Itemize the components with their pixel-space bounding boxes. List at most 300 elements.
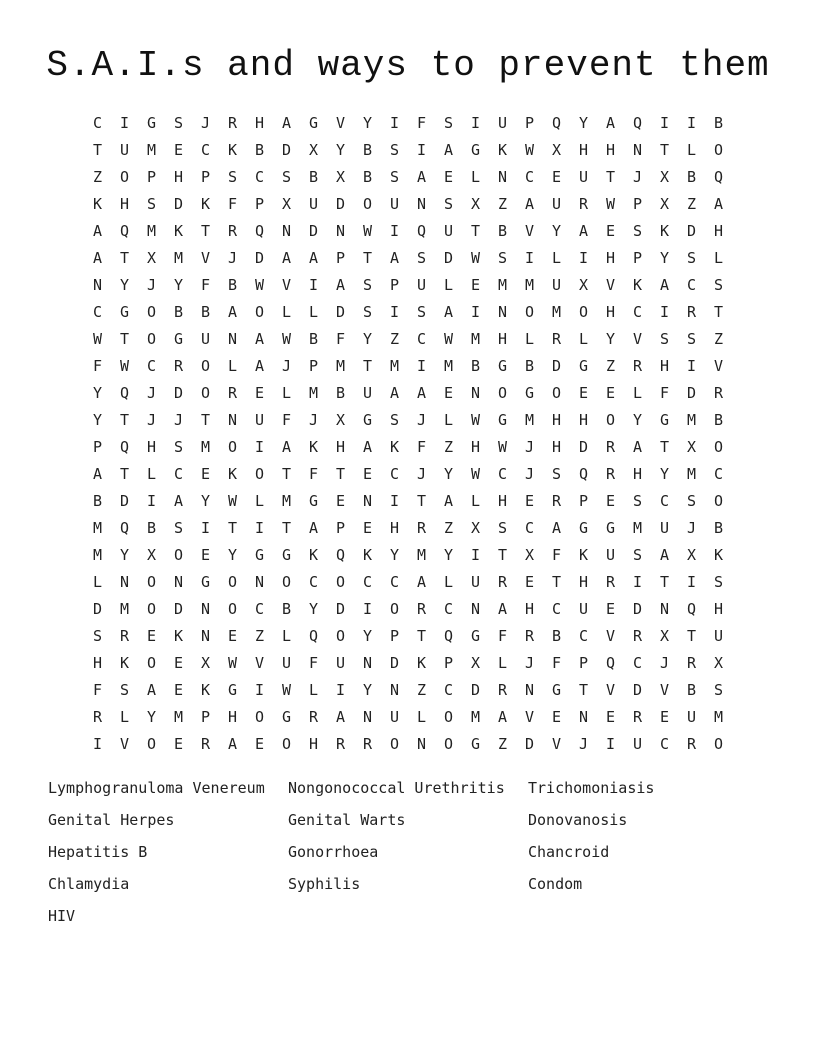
grid-letter[interactable]: D <box>578 438 589 456</box>
grid-letter[interactable]: M <box>92 546 103 564</box>
grid-letter[interactable]: O <box>335 573 346 591</box>
grid-letter[interactable]: X <box>200 654 211 672</box>
grid-letter[interactable]: Q <box>713 168 724 186</box>
grid-letter[interactable]: X <box>686 438 697 456</box>
grid-letter[interactable]: Q <box>416 222 427 240</box>
grid-letter[interactable]: O <box>173 546 184 564</box>
grid-letter[interactable]: I <box>308 276 319 294</box>
grid-letter[interactable]: C <box>551 600 562 618</box>
grid-letter[interactable]: K <box>227 141 238 159</box>
grid-letter[interactable]: G <box>497 357 508 375</box>
grid-letter[interactable]: C <box>524 519 535 537</box>
grid-letter[interactable]: X <box>578 276 589 294</box>
grid-letter[interactable]: P <box>389 276 400 294</box>
grid-letter[interactable]: J <box>524 438 535 456</box>
grid-letter[interactable]: D <box>173 600 184 618</box>
grid-letter[interactable]: A <box>254 357 265 375</box>
grid-letter[interactable]: O <box>497 384 508 402</box>
grid-letter[interactable]: E <box>551 168 562 186</box>
grid-letter[interactable]: M <box>686 411 697 429</box>
grid-letter[interactable]: W <box>524 141 535 159</box>
grid-letter[interactable]: T <box>416 627 427 645</box>
grid-letter[interactable]: O <box>443 735 454 753</box>
grid-letter[interactable]: E <box>605 492 616 510</box>
grid-letter[interactable]: X <box>713 654 724 672</box>
grid-letter[interactable]: G <box>281 546 292 564</box>
grid-letter[interactable]: G <box>470 735 481 753</box>
grid-letter[interactable]: T <box>362 249 373 267</box>
grid-letter[interactable]: K <box>200 195 211 213</box>
grid-letter[interactable]: T <box>686 627 697 645</box>
grid-letter[interactable]: I <box>416 141 427 159</box>
grid-letter[interactable]: U <box>713 627 724 645</box>
grid-letter[interactable]: S <box>362 303 373 321</box>
grid-letter[interactable]: P <box>443 654 454 672</box>
grid-letter[interactable]: B <box>92 492 103 510</box>
grid-letter[interactable]: P <box>578 654 589 672</box>
grid-letter[interactable]: A <box>362 438 373 456</box>
grid-letter[interactable]: J <box>416 411 427 429</box>
grid-letter[interactable]: J <box>200 114 211 132</box>
grid-letter[interactable]: A <box>578 222 589 240</box>
grid-letter[interactable]: D <box>119 492 130 510</box>
grid-letter[interactable]: N <box>281 222 292 240</box>
grid-letter[interactable]: O <box>389 600 400 618</box>
grid-letter[interactable]: E <box>173 654 184 672</box>
grid-letter[interactable]: K <box>119 654 130 672</box>
grid-letter[interactable]: O <box>281 573 292 591</box>
grid-letter[interactable]: S <box>686 249 697 267</box>
grid-letter[interactable]: H <box>605 303 616 321</box>
grid-letter[interactable]: S <box>632 546 643 564</box>
grid-letter[interactable]: C <box>659 492 670 510</box>
grid-letter[interactable]: K <box>200 681 211 699</box>
grid-letter[interactable]: R <box>416 600 427 618</box>
grid-letter[interactable]: I <box>389 114 400 132</box>
grid-letter[interactable]: E <box>173 735 184 753</box>
grid-letter[interactable]: H <box>605 141 616 159</box>
grid-letter[interactable]: Z <box>416 681 427 699</box>
grid-letter[interactable]: A <box>308 249 319 267</box>
grid-letter[interactable]: V <box>551 735 562 753</box>
grid-letter[interactable]: E <box>335 492 346 510</box>
grid-letter[interactable]: L <box>443 573 454 591</box>
grid-letter[interactable]: H <box>605 249 616 267</box>
grid-letter[interactable]: X <box>524 546 535 564</box>
grid-letter[interactable]: U <box>551 276 562 294</box>
grid-letter[interactable]: R <box>686 735 697 753</box>
grid-letter[interactable]: L <box>470 492 481 510</box>
grid-letter[interactable]: O <box>713 141 724 159</box>
grid-letter[interactable]: E <box>551 708 562 726</box>
grid-letter[interactable]: X <box>470 195 481 213</box>
grid-letter[interactable]: A <box>281 249 292 267</box>
grid-letter[interactable]: M <box>200 438 211 456</box>
grid-letter[interactable]: N <box>632 141 643 159</box>
grid-letter[interactable]: T <box>119 411 130 429</box>
grid-letter[interactable]: L <box>254 492 265 510</box>
grid-letter[interactable]: K <box>92 195 103 213</box>
grid-letter[interactable]: C <box>443 681 454 699</box>
grid-letter[interactable]: U <box>551 195 562 213</box>
grid-letter[interactable]: Y <box>659 249 670 267</box>
grid-letter[interactable]: R <box>497 681 508 699</box>
grid-letter[interactable]: L <box>416 708 427 726</box>
grid-letter[interactable]: V <box>659 681 670 699</box>
grid-letter[interactable]: T <box>200 222 211 240</box>
grid-letter[interactable]: R <box>227 114 238 132</box>
grid-letter[interactable]: T <box>659 438 670 456</box>
grid-letter[interactable]: D <box>632 681 643 699</box>
grid-letter[interactable]: L <box>497 654 508 672</box>
grid-letter[interactable]: K <box>497 141 508 159</box>
grid-letter[interactable]: B <box>686 681 697 699</box>
grid-letter[interactable]: F <box>281 411 292 429</box>
grid-letter[interactable]: Z <box>605 357 616 375</box>
grid-letter[interactable]: P <box>524 114 535 132</box>
grid-letter[interactable]: H <box>173 168 184 186</box>
grid-letter[interactable]: K <box>389 438 400 456</box>
grid-letter[interactable]: G <box>119 303 130 321</box>
grid-letter[interactable]: W <box>470 465 481 483</box>
grid-letter[interactable]: C <box>659 735 670 753</box>
grid-letter[interactable]: R <box>416 519 427 537</box>
grid-letter[interactable]: L <box>443 276 454 294</box>
grid-letter[interactable]: M <box>551 303 562 321</box>
grid-letter[interactable]: L <box>713 249 724 267</box>
grid-letter[interactable]: Y <box>119 546 130 564</box>
grid-letter[interactable]: G <box>362 411 373 429</box>
grid-letter[interactable]: C <box>92 303 103 321</box>
grid-letter[interactable]: R <box>686 654 697 672</box>
grid-letter[interactable]: U <box>335 654 346 672</box>
grid-letter[interactable]: M <box>119 600 130 618</box>
grid-letter[interactable]: F <box>416 438 427 456</box>
grid-letter[interactable]: Z <box>713 330 724 348</box>
grid-letter[interactable]: P <box>335 249 346 267</box>
grid-letter[interactable]: J <box>524 465 535 483</box>
grid-letter[interactable]: A <box>497 600 508 618</box>
grid-letter[interactable]: I <box>659 114 670 132</box>
grid-letter[interactable]: M <box>470 330 481 348</box>
grid-letter[interactable]: E <box>524 573 535 591</box>
grid-letter[interactable]: X <box>659 168 670 186</box>
grid-letter[interactable]: U <box>362 384 373 402</box>
grid-letter[interactable]: O <box>713 438 724 456</box>
grid-letter[interactable]: D <box>632 600 643 618</box>
grid-letter[interactable]: Y <box>443 465 454 483</box>
grid-letter[interactable]: R <box>200 735 211 753</box>
grid-letter[interactable]: Y <box>200 492 211 510</box>
grid-letter[interactable]: B <box>254 141 265 159</box>
grid-letter[interactable]: J <box>146 276 157 294</box>
grid-letter[interactable]: U <box>119 141 130 159</box>
grid-letter[interactable]: L <box>308 303 319 321</box>
grid-letter[interactable]: Y <box>308 600 319 618</box>
grid-letter[interactable]: C <box>92 114 103 132</box>
grid-letter[interactable]: A <box>308 519 319 537</box>
grid-letter[interactable]: S <box>416 249 427 267</box>
grid-letter[interactable]: K <box>578 546 589 564</box>
grid-letter[interactable]: B <box>713 114 724 132</box>
grid-letter[interactable]: N <box>119 573 130 591</box>
grid-letter[interactable]: J <box>416 465 427 483</box>
grid-letter[interactable]: C <box>686 276 697 294</box>
grid-letter[interactable]: N <box>254 573 265 591</box>
grid-letter[interactable]: K <box>632 276 643 294</box>
grid-letter[interactable]: O <box>146 600 157 618</box>
grid-letter[interactable]: M <box>146 141 157 159</box>
grid-letter[interactable]: O <box>146 330 157 348</box>
grid-letter[interactable]: O <box>254 708 265 726</box>
grid-letter[interactable]: X <box>335 168 346 186</box>
grid-letter[interactable]: H <box>632 465 643 483</box>
grid-letter[interactable]: O <box>254 303 265 321</box>
grid-letter[interactable]: V <box>524 222 535 240</box>
grid-letter[interactable]: T <box>281 519 292 537</box>
grid-letter[interactable]: O <box>578 303 589 321</box>
grid-letter[interactable]: N <box>659 600 670 618</box>
grid-letter[interactable]: G <box>173 330 184 348</box>
grid-letter[interactable]: S <box>173 114 184 132</box>
grid-letter[interactable]: U <box>632 735 643 753</box>
grid-letter[interactable]: N <box>389 681 400 699</box>
grid-letter[interactable]: O <box>443 708 454 726</box>
grid-letter[interactable]: U <box>443 222 454 240</box>
grid-letter[interactable]: R <box>524 627 535 645</box>
grid-letter[interactable]: Q <box>605 654 616 672</box>
grid-letter[interactable]: G <box>605 519 616 537</box>
grid-letter[interactable]: X <box>659 627 670 645</box>
grid-letter[interactable]: V <box>119 735 130 753</box>
grid-letter[interactable]: Y <box>92 411 103 429</box>
grid-letter[interactable]: P <box>578 492 589 510</box>
grid-letter[interactable]: S <box>497 519 508 537</box>
grid-letter[interactable]: O <box>335 627 346 645</box>
grid-letter[interactable]: H <box>497 330 508 348</box>
grid-letter[interactable]: N <box>92 276 103 294</box>
grid-letter[interactable]: R <box>605 438 616 456</box>
grid-letter[interactable]: E <box>524 492 535 510</box>
grid-letter[interactable]: O <box>227 600 238 618</box>
grid-letter[interactable]: R <box>92 708 103 726</box>
grid-letter[interactable]: G <box>659 411 670 429</box>
grid-letter[interactable]: S <box>227 168 238 186</box>
grid-letter[interactable]: A <box>443 492 454 510</box>
grid-letter[interactable]: V <box>632 330 643 348</box>
grid-letter[interactable]: O <box>713 492 724 510</box>
grid-letter[interactable]: P <box>92 438 103 456</box>
grid-letter[interactable]: R <box>227 384 238 402</box>
grid-letter[interactable]: T <box>92 141 103 159</box>
grid-letter[interactable]: I <box>119 114 130 132</box>
grid-letter[interactable]: X <box>470 654 481 672</box>
grid-letter[interactable]: T <box>281 465 292 483</box>
grid-letter[interactable]: H <box>119 195 130 213</box>
grid-letter[interactable]: T <box>119 465 130 483</box>
grid-letter[interactable]: B <box>227 276 238 294</box>
grid-letter[interactable]: W <box>470 249 481 267</box>
grid-letter[interactable]: H <box>92 654 103 672</box>
grid-letter[interactable]: F <box>308 465 319 483</box>
grid-letter[interactable]: W <box>227 492 238 510</box>
grid-letter[interactable]: A <box>92 465 103 483</box>
grid-letter[interactable]: A <box>92 222 103 240</box>
grid-letter[interactable]: J <box>308 411 319 429</box>
grid-letter[interactable]: D <box>335 195 346 213</box>
grid-letter[interactable]: H <box>713 222 724 240</box>
grid-letter[interactable]: N <box>416 195 427 213</box>
grid-letter[interactable]: A <box>281 114 292 132</box>
grid-letter[interactable]: P <box>308 357 319 375</box>
grid-letter[interactable]: W <box>281 681 292 699</box>
grid-letter[interactable]: H <box>659 357 670 375</box>
grid-letter[interactable]: C <box>632 654 643 672</box>
grid-letter[interactable]: K <box>308 546 319 564</box>
grid-letter[interactable]: B <box>713 411 724 429</box>
grid-letter[interactable]: I <box>686 357 697 375</box>
grid-letter[interactable]: Y <box>227 546 238 564</box>
grid-letter[interactable]: A <box>605 114 616 132</box>
grid-letter[interactable]: N <box>497 303 508 321</box>
grid-letter[interactable]: Z <box>443 438 454 456</box>
grid-letter[interactable]: N <box>362 654 373 672</box>
grid-letter[interactable]: M <box>632 519 643 537</box>
grid-letter[interactable]: A <box>497 708 508 726</box>
grid-letter[interactable]: E <box>578 384 589 402</box>
grid-letter[interactable]: P <box>335 519 346 537</box>
grid-letter[interactable]: C <box>173 465 184 483</box>
grid-letter[interactable]: O <box>146 735 157 753</box>
grid-letter[interactable]: Q <box>119 222 130 240</box>
grid-letter[interactable]: F <box>227 195 238 213</box>
grid-letter[interactable]: C <box>578 627 589 645</box>
grid-letter[interactable]: Y <box>362 114 373 132</box>
grid-letter[interactable]: Q <box>551 114 562 132</box>
grid-letter[interactable]: V <box>335 114 346 132</box>
grid-letter[interactable]: Y <box>443 546 454 564</box>
grid-letter[interactable]: S <box>713 573 724 591</box>
grid-letter[interactable]: I <box>254 438 265 456</box>
grid-letter[interactable]: M <box>470 708 481 726</box>
grid-letter[interactable]: O <box>713 735 724 753</box>
grid-letter[interactable]: G <box>146 114 157 132</box>
grid-letter[interactable]: R <box>173 357 184 375</box>
grid-letter[interactable]: V <box>605 681 616 699</box>
grid-letter[interactable]: H <box>308 735 319 753</box>
grid-letter[interactable]: I <box>92 735 103 753</box>
grid-letter[interactable]: P <box>200 708 211 726</box>
grid-letter[interactable]: N <box>578 708 589 726</box>
grid-letter[interactable]: S <box>713 276 724 294</box>
grid-letter[interactable]: A <box>281 438 292 456</box>
grid-letter[interactable]: T <box>227 519 238 537</box>
grid-letter[interactable]: U <box>416 276 427 294</box>
grid-letter[interactable]: Y <box>605 330 616 348</box>
grid-letter[interactable]: S <box>659 330 670 348</box>
grid-letter[interactable]: O <box>146 654 157 672</box>
grid-letter[interactable]: J <box>227 249 238 267</box>
grid-letter[interactable]: A <box>443 141 454 159</box>
grid-letter[interactable]: K <box>308 438 319 456</box>
grid-letter[interactable]: I <box>362 600 373 618</box>
grid-letter[interactable]: G <box>551 681 562 699</box>
grid-letter[interactable]: J <box>632 168 643 186</box>
grid-letter[interactable]: A <box>632 438 643 456</box>
grid-letter[interactable]: T <box>713 303 724 321</box>
grid-letter[interactable]: U <box>389 708 400 726</box>
grid-letter[interactable]: E <box>146 627 157 645</box>
grid-letter[interactable]: A <box>335 276 346 294</box>
grid-letter[interactable]: O <box>281 735 292 753</box>
grid-letter[interactable]: Z <box>497 735 508 753</box>
grid-letter[interactable]: G <box>470 141 481 159</box>
grid-letter[interactable]: I <box>389 492 400 510</box>
grid-letter[interactable]: O <box>551 384 562 402</box>
grid-letter[interactable]: K <box>713 546 724 564</box>
grid-letter[interactable]: H <box>578 141 589 159</box>
grid-letter[interactable]: L <box>470 168 481 186</box>
grid-letter[interactable]: H <box>254 114 265 132</box>
grid-letter[interactable]: S <box>92 627 103 645</box>
grid-letter[interactable]: E <box>443 168 454 186</box>
grid-letter[interactable]: S <box>443 114 454 132</box>
grid-letter[interactable]: A <box>146 681 157 699</box>
grid-letter[interactable]: S <box>173 519 184 537</box>
grid-letter[interactable]: B <box>200 303 211 321</box>
grid-letter[interactable]: V <box>200 249 211 267</box>
grid-letter[interactable]: H <box>524 600 535 618</box>
grid-letter[interactable]: G <box>578 357 589 375</box>
grid-letter[interactable]: B <box>362 168 373 186</box>
grid-letter[interactable]: X <box>335 411 346 429</box>
grid-letter[interactable]: F <box>416 114 427 132</box>
grid-letter[interactable]: I <box>686 114 697 132</box>
grid-letter[interactable]: U <box>470 573 481 591</box>
grid-letter[interactable]: V <box>605 627 616 645</box>
grid-letter[interactable]: B <box>362 141 373 159</box>
grid-letter[interactable]: W <box>119 357 130 375</box>
grid-letter[interactable]: M <box>524 411 535 429</box>
grid-letter[interactable]: A <box>389 249 400 267</box>
grid-letter[interactable]: D <box>308 222 319 240</box>
grid-letter[interactable]: X <box>281 195 292 213</box>
grid-letter[interactable]: P <box>632 195 643 213</box>
grid-letter[interactable]: Q <box>443 627 454 645</box>
grid-letter[interactable]: W <box>470 411 481 429</box>
grid-letter[interactable]: M <box>686 465 697 483</box>
grid-letter[interactable]: N <box>470 384 481 402</box>
grid-letter[interactable]: W <box>227 654 238 672</box>
grid-letter[interactable]: B <box>308 168 319 186</box>
grid-letter[interactable]: W <box>497 438 508 456</box>
grid-letter[interactable]: H <box>470 438 481 456</box>
grid-letter[interactable]: E <box>659 708 670 726</box>
grid-letter[interactable]: P <box>200 168 211 186</box>
grid-letter[interactable]: H <box>551 438 562 456</box>
grid-letter[interactable]: B <box>497 222 508 240</box>
grid-letter[interactable]: Z <box>389 330 400 348</box>
grid-letter[interactable]: T <box>119 249 130 267</box>
grid-letter[interactable]: M <box>416 546 427 564</box>
grid-letter[interactable]: A <box>389 384 400 402</box>
grid-letter[interactable]: N <box>470 600 481 618</box>
grid-letter[interactable]: E <box>254 384 265 402</box>
grid-letter[interactable]: W <box>281 330 292 348</box>
grid-letter[interactable]: A <box>416 384 427 402</box>
grid-letter[interactable]: I <box>254 681 265 699</box>
grid-letter[interactable]: A <box>443 303 454 321</box>
